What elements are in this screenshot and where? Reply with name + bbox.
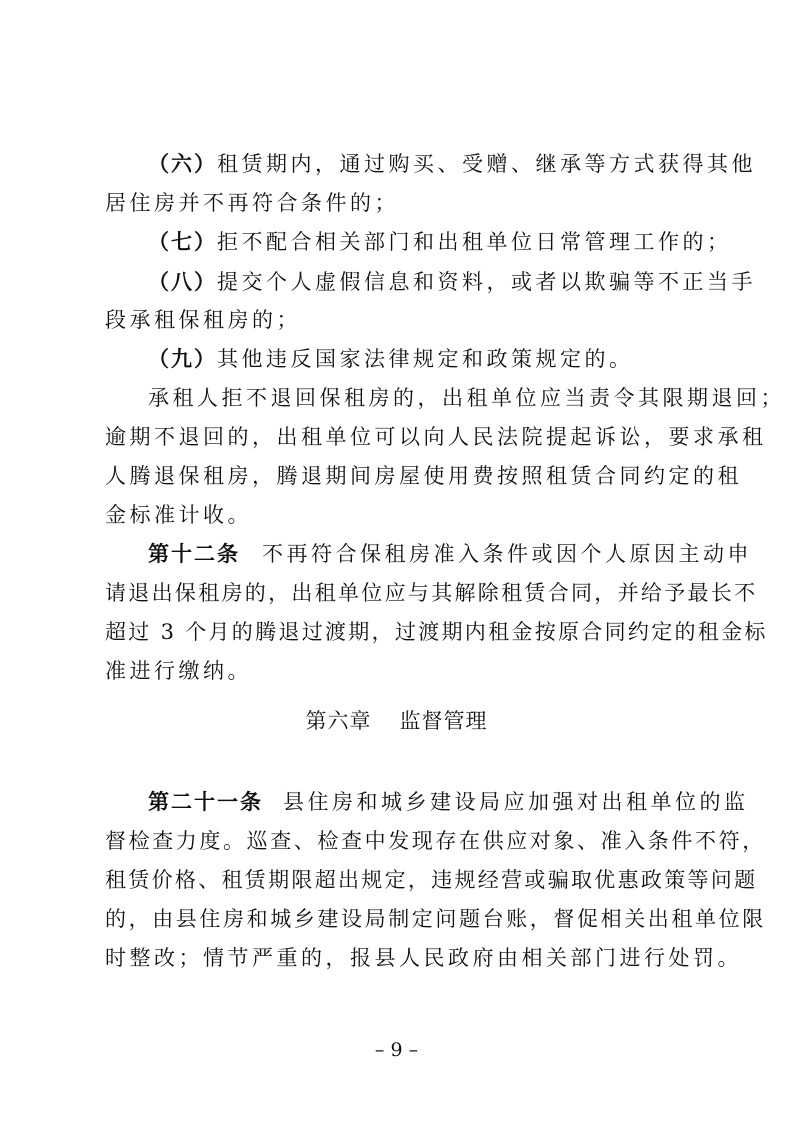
article-12-line-4: 准进行缴纳。 bbox=[105, 659, 252, 683]
item-text: 提交个人虚假信息和资料，或者以欺骗等不正当手 bbox=[217, 270, 756, 294]
page-number: – 9 – bbox=[374, 1039, 419, 1061]
article-text: 县住房和城乡建设局应加强对出租单位的监 bbox=[283, 790, 749, 814]
paragraph-tenant-line-3: 人腾退保租房，腾退期间房屋使用费按照租赁合同约定的租 bbox=[105, 464, 742, 488]
article-text: 不再符合保租房准入条件或因个人原因主动申 bbox=[262, 542, 752, 566]
paragraph-tenant-line-4: 金标准计收。 bbox=[105, 503, 252, 527]
article-21-line-1 bbox=[148, 788, 749, 816]
chapter-number: 第六章 bbox=[305, 709, 372, 733]
article-21-line-2: 督检查力度。巡查、检查中发现存在供应对象、准入条件不符， bbox=[105, 829, 766, 853]
article-12-line-1 bbox=[148, 540, 752, 568]
item-label: （八） bbox=[148, 270, 217, 294]
chapter-title: 监督管理 bbox=[399, 709, 488, 733]
article-label: 第二十一条 bbox=[148, 790, 263, 814]
article-21-line-5: 时整改；情节严重的，报县人民政府由相关部门进行处罚。 bbox=[105, 946, 742, 970]
paragraph-item-8-line-1 bbox=[148, 268, 756, 296]
paragraph-item-8-line-2: 段承租保租房的； bbox=[105, 308, 301, 332]
item-label: （七） bbox=[148, 230, 217, 254]
item-text: 拒不配合相关部门和出租单位日常管理工作的； bbox=[217, 230, 732, 254]
article-21-line-4: 的，由县住房和城乡建设局制定问题台账，督促相关出租单位限 bbox=[105, 907, 766, 931]
item-text: 其他违反国家法律规定和政策规定的。 bbox=[217, 347, 634, 371]
article-label: 第十二条 bbox=[148, 542, 240, 566]
article-21-line-3: 租赁价格、租赁期限超出规定，违规经营或骗取优惠政策等问题 bbox=[105, 868, 758, 892]
article-12-line-2: 请退出保租房的，出租单位应与其解除租赁合同，并给予最长不 bbox=[105, 581, 758, 605]
paragraph-tenant-line-2: 逾期不退回的，出租单位可以向人民法院提起诉讼，要求承租 bbox=[105, 425, 767, 449]
item-text: 租赁期内，通过购买、受赠、继承等方式获得其他 bbox=[217, 152, 756, 176]
paragraph-tenant-line-1: 承租人拒不退回保租房的，出租单位应当责令其限期退回； bbox=[148, 386, 785, 410]
article-12-line-3: 超过 3 个月的腾退过渡期，过渡期内租金按原合同约定的租金标 bbox=[105, 620, 768, 644]
paragraph-item-6-line-1 bbox=[148, 150, 756, 178]
paragraph-item-6-line-2: 居住房并不再符合条件的； bbox=[105, 191, 399, 215]
item-label: （六） bbox=[148, 152, 217, 176]
item-label: （九） bbox=[148, 347, 217, 371]
chapter-heading bbox=[0, 706, 793, 736]
paragraph-item-7-line-1 bbox=[148, 228, 732, 256]
paragraph-item-9-line-1 bbox=[148, 345, 634, 373]
